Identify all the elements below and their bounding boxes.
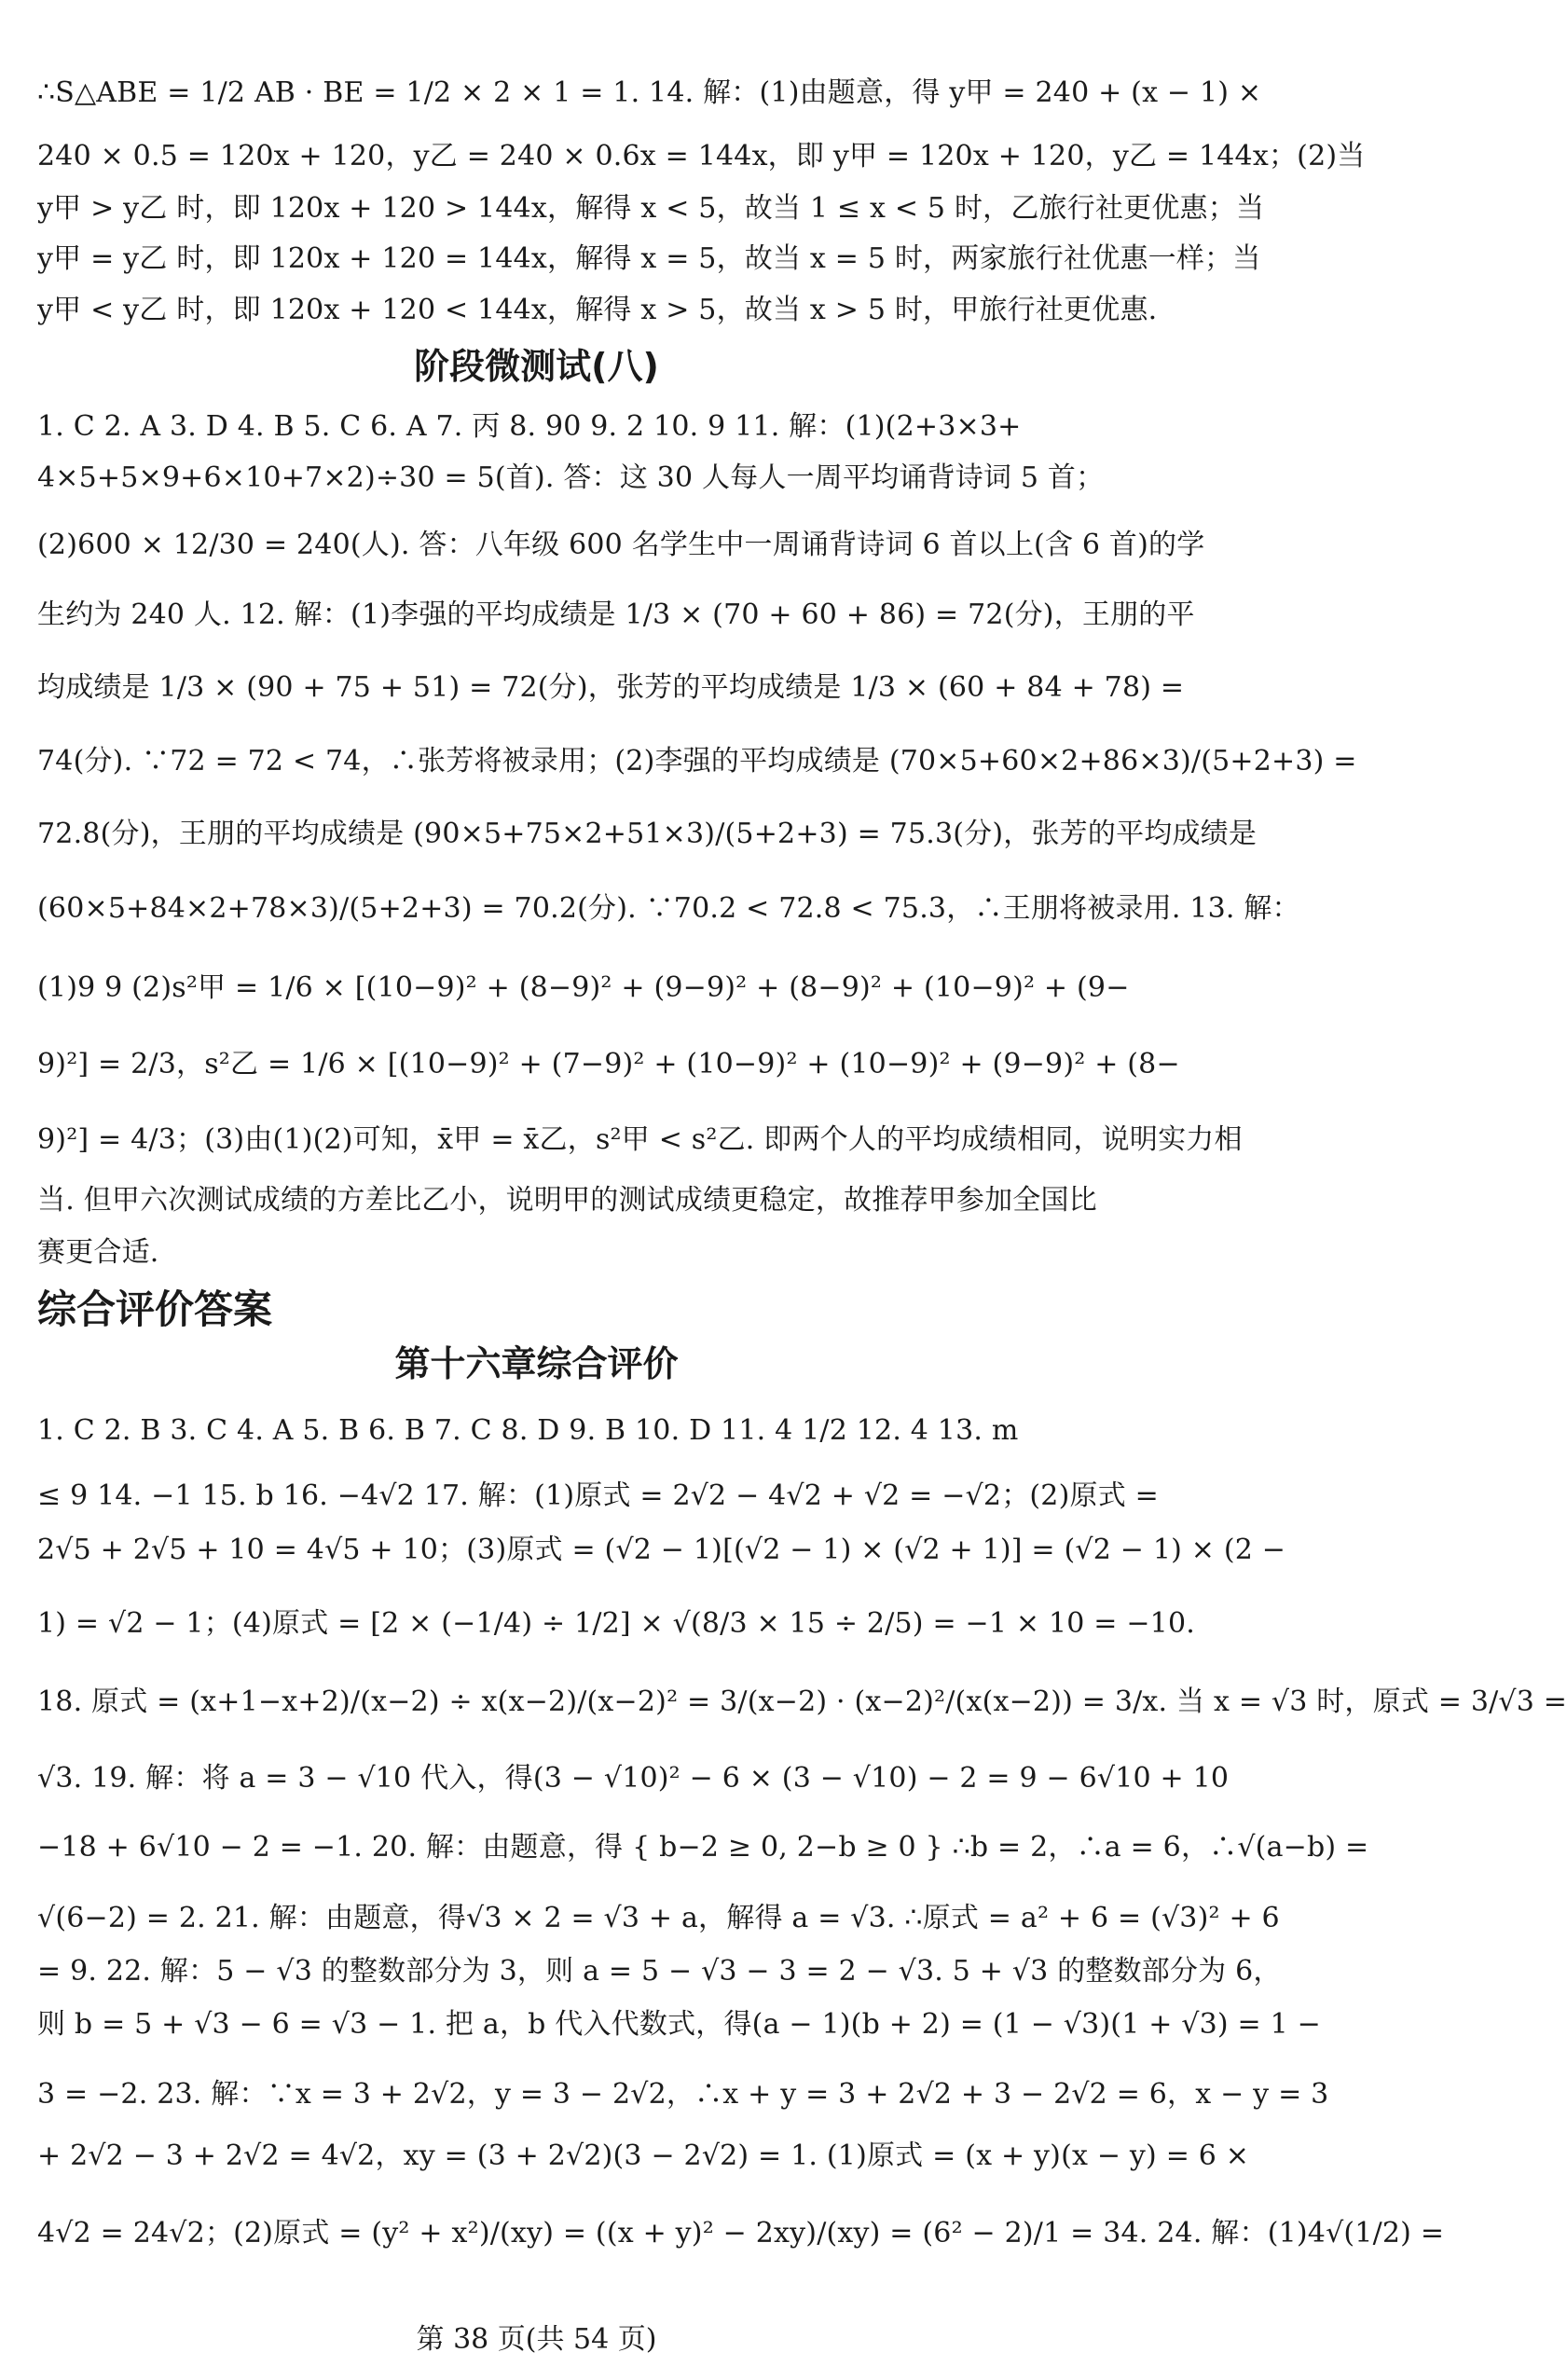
text-line: 240 × 0.5 = 120x + 120，y乙 = 240 × 0.6x = 144x，即 y甲 = 120x + 120，y乙 = 144x；(2)当 bbox=[37, 140, 1366, 172]
page-number: 第 38 页(共 54 页) bbox=[416, 2323, 657, 2356]
text-line: y甲 < y乙 时，即 120x + 120 < 144x，解得 x > 5，故当 x > 5 时，甲旅行社更优惠. bbox=[37, 294, 1158, 326]
text-line: 1. C 2. B 3. C 4. A 5. B 6. B 7. C 8. D 9. B 10. D 11. 4 1/2 12. 4 13. m bbox=[37, 1414, 1019, 1447]
text-line: (2)600 × 12/30 = 240(人). 答：八年级 600 名学生中一周诵背诗词 6 首以上(含 6 首)的学 bbox=[37, 529, 1205, 561]
chapter-title: 第十六章综合评价 bbox=[394, 1343, 679, 1384]
text-line: 72.8(分)，王朋的平均成绩是 (90×5+75×2+51×3)/(5+2+3) = 75.3(分)，张芳的平均成绩是 bbox=[37, 818, 1258, 850]
text-line: √3. 19. 解：将 a = 3 − √10 代入，得(3 − √10)² − 6 × (3 − √10) − 2 = 9 − 6√10 + 10 bbox=[37, 1762, 1230, 1795]
text-line: y甲 > y乙 时，即 120x + 120 > 144x，解得 x < 5，故当 1 ≤ x < 5 时，乙旅行社更优惠；当 bbox=[37, 192, 1265, 225]
text-line: 9)²] = 4/3；(3)由(1)(2)可知，x̄甲 = x̄乙，s²甲 < s²乙. 即两个人的平均成绩相同，说明实力相 bbox=[37, 1123, 1243, 1156]
text-line: 4√2 = 24√2；(2)原式 = (y² + x²)/(xy) = ((x + y)² − 2xy)/(xy) = (6² − 2)/1 = 34. 24. 解：(1)4√(1/2) = bbox=[37, 2217, 1445, 2249]
section-title: 综合评价答案 bbox=[37, 1286, 273, 1332]
text-line: 赛更合适. bbox=[37, 1236, 159, 1269]
text-line: 4×5+5×9+6×10+7×2)÷30 = 5(首). 答：这 30 人每人一周平均诵背诗词 5 首； bbox=[37, 461, 1105, 494]
text-line: −18 + 6√10 − 2 = −1. 20. 解：由题意，得 { b−2 ≥ 0, 2−b ≥ 0 } ∴b = 2，∴a = 6，∴√(a−b) = bbox=[37, 1831, 1369, 1864]
text-line: 2√5 + 2√5 + 10 = 4√5 + 10；(3)原式 = (√2 − 1)[(√2 − 1) × (√2 + 1)] = (√2 − 1) × (2 − bbox=[37, 1534, 1286, 1566]
text-line: √(6−2) = 2. 21. 解：由题意，得√3 × 2 = √3 + a，解得 a = √3. ∴原式 = a² + 6 = (√3)² + 6 bbox=[37, 1902, 1280, 1934]
text-line: 18. 原式 = (x+1−x+2)/(x−2) ÷ x(x−2)/(x−2)² = 3/(x−2) · (x−2)²/(x(x−2)) = 3/x. 当 x = √3 时，原式 = 3/√3 = bbox=[37, 1685, 1567, 1718]
text-line: 当. 但甲六次测试成绩的方差比乙小，说明甲的测试成绩更稳定，故推荐甲参加全国比 bbox=[37, 1184, 1097, 1217]
text-line: 则 b = 5 + √3 − 6 = √3 − 1. 把 a，b 代入代数式，得(a − 1)(b + 2) = (1 − √3)(1 + √3) = 1 − bbox=[37, 2008, 1321, 2041]
text-line: (60×5+84×2+78×3)/(5+2+3) = 70.2(分). ∵70.2 < 72.8 < 75.3，∴王朋将被录用. 13. 解： bbox=[37, 892, 1300, 925]
text-line: 1. C 2. A 3. D 4. B 5. C 6. A 7. 丙 8. 90 9. 2 10. 9 11. 解：(1)(2+3×3+ bbox=[37, 410, 1022, 443]
text-line: (1)9 9 (2)s²甲 = 1/6 × [(10−9)² + (8−9)² + (9−9)² + (8−9)² + (10−9)² + (9− bbox=[37, 971, 1130, 1004]
text-line: 均成绩是 1/3 × (90 + 75 + 51) = 72(分)，张芳的平均成绩是 1/3 × (60 + 84 + 78) = bbox=[37, 671, 1185, 704]
text-line: 1) = √2 − 1；(4)原式 = [2 × (−1/4) ÷ 1/2] × √(8/3 × 15 ÷ 2/5) = −1 × 10 = −10. bbox=[37, 1607, 1195, 1640]
text-line: 9)²] = 2/3，s²乙 = 1/6 × [(10−9)² + (7−9)² + (10−9)² + (10−9)² + (9−9)² + (8− bbox=[37, 1048, 1180, 1080]
text-line: ∴S△ABE = 1/2 AB · BE = 1/2 × 2 × 1 = 1. 14. 解：(1)由题意，得 y甲 = 240 + (x − 1) × bbox=[37, 76, 1262, 109]
text-line: + 2√2 − 3 + 2√2 = 4√2，xy = (3 + 2√2)(3 − 2√2) = 1. (1)原式 = (x + y)(x − y) = 6 × bbox=[37, 2139, 1250, 2172]
text-line: 3 = −2. 23. 解：∵x = 3 + 2√2，y = 3 − 2√2，∴x + y = 3 + 2√2 + 3 − 2√2 = 6，x − y = 3 bbox=[37, 2078, 1329, 2111]
text-line: 生约为 240 人. 12. 解：(1)李强的平均成绩是 1/3 × (70 + 60 + 86) = 72(分)，王朋的平 bbox=[37, 598, 1195, 631]
text-line: = 9. 22. 解：5 − √3 的整数部分为 3，则 a = 5 − √3 − 3 = 2 − √3. 5 + √3 的整数部分为 6， bbox=[37, 1955, 1282, 1988]
text-line: y甲 = y乙 时，即 120x + 120 = 144x，解得 x = 5，故当 x = 5 时，两家旅行社优惠一样；当 bbox=[37, 242, 1261, 275]
text-line: 74(分). ∵72 = 72 < 74，∴张芳将被录用；(2)李强的平均成绩是 (70×5+60×2+86×3)/(5+2+3) = bbox=[37, 745, 1357, 777]
text-line: ≤ 9 14. −1 15. b 16. −4√2 17. 解：(1)原式 = 2√2 − 4√2 + √2 = −√2；(2)原式 = bbox=[37, 1479, 1159, 1512]
section-title: 阶段微测试(八) bbox=[414, 346, 659, 387]
